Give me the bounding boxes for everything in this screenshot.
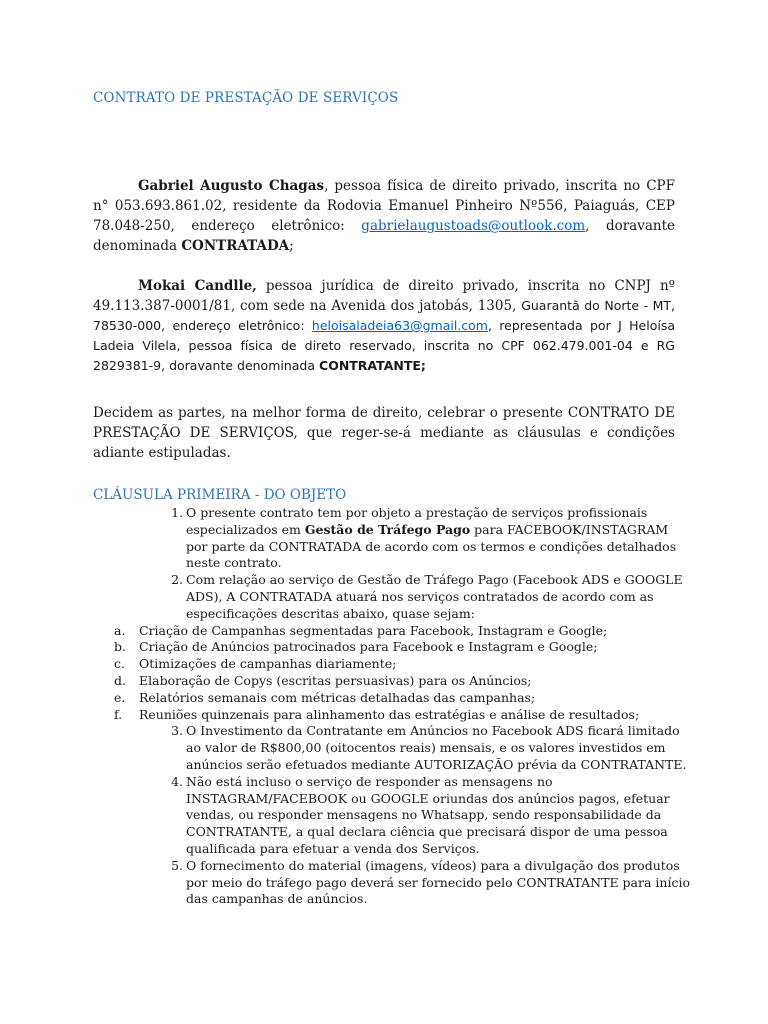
sub-list-item-text: Criação de Campanhas segmentadas para Facebook, Instagram e Google; — [139, 622, 608, 638]
sub-list-item-letter: c. — [114, 656, 125, 672]
contratante-role: CONTRATANTE; — [319, 358, 426, 373]
list-item-text: para FACEBOOK/INSTAGRAM por parte da CONTRATADA de acordo com os termos e condições detalhados neste contrato. — [186, 521, 677, 571]
sub-list-item — [93, 673, 693, 690]
document-title: CONTRATO DE PRESTAÇÃO DE SERVIÇOS — [93, 90, 399, 106]
contratante-paragraph — [93, 276, 675, 376]
list-item-text: O fornecimento do material (imagens, vídeos) para a divulgação dos produtos por meio do tráfego pago deverá ser fornecido pelo CONTRATANTE para início das campanhas de anúncios. — [186, 857, 690, 907]
sub-list-item — [93, 690, 693, 707]
list-item-text: O Investimento da Contratante em Anúncios no Facebook ADS ficará limitado ao valor de R$800,00 (oitocentos reais) mensais, e os valores investidos em anúncios serão efetuados mediante AUTORIZAÇÃO prévia da CONTRATANTE. — [186, 723, 687, 772]
sub-list-item-letter: e. — [114, 689, 126, 705]
contratada-email-link[interactable]: gabrielaugustoads@outlook.com — [361, 218, 586, 234]
sub-list-item-letter: a. — [114, 622, 126, 638]
list-item-text: Com relação ao serviço de Gestão de Tráfego Pago (Facebook ADS e GOOGLE ADS), A CONTRATADA atuará nos serviços contratados de acordo com as especificações descritas abaixo, quase sejam: — [186, 572, 683, 621]
sub-list-item-text: Criação de Anúncios patrocinados para Facebook e Instagram e Google; — [139, 639, 598, 655]
list-item-number: 2. — [171, 572, 183, 588]
list-item-number: 1. — [171, 505, 183, 520]
sub-list-item — [93, 656, 693, 673]
sub-list-item — [93, 707, 693, 724]
section-title: CLÁUSULA PRIMEIRA - DO OBJETO — [93, 487, 347, 503]
list-item-number: 5. — [171, 857, 183, 873]
sub-list-item-text: Reuniões quinzenais para alinhamento das estratégias e análise de resultados; — [139, 706, 640, 722]
sub-list-item — [93, 639, 693, 656]
contratada-role: CONTRATADA — [181, 238, 290, 254]
contratante-text-sans: Guarantã do Norte - MT, 78530-000, endereço eletrônico: — [93, 298, 675, 333]
list-item-number: 3. — [171, 723, 183, 739]
contratada-name: Gabriel Augusto Chagas — [138, 178, 325, 194]
contratada-paragraph — [93, 176, 675, 256]
contratante-text-2: , representada por J Heloísa Ladeia Vilela, pessoa física de direto reservado, inscrita no CPF 062.479.001-04 e RG 2829381-9, doravante denominada — [93, 318, 675, 373]
list-item-bold: Gestão de Tráfego Pago — [304, 521, 471, 537]
contratante-name: Mokai Candlle, — [138, 278, 257, 294]
sub-list-item-letter: f. — [114, 706, 123, 722]
list-item-number: 4. — [171, 773, 183, 789]
list-item — [93, 505, 693, 572]
contratante-email-link[interactable]: heloisaladeia63@gmail.com — [311, 318, 488, 333]
sub-list-item-text: Elaboração de Copys (escritas persuasivas) para os Anúncios; — [139, 672, 532, 688]
sub-list-item — [93, 623, 693, 640]
decidem-paragraph: Decidem as partes, na melhor forma de direito, celebrar o presente CONTRATO DE PRESTAÇÃO DE SERVIÇOS, que reger-se-á mediante as cláusulas e condições adiante estipuladas. — [93, 405, 675, 461]
contratada-text-2: , doravante denominada — [93, 218, 675, 254]
list-item — [93, 723, 693, 773]
list-item-text: O presente contrato tem por objeto a prestação de serviços profissionais especializados em — [186, 505, 648, 537]
list-item-text: Não está incluso o serviço de responder as mensagens no INSTAGRAM/FACEBOOK ou GOOGLE oriundas dos anúncios pagos, efetuar vendas, ou responder mensagens no Whatsapp, sendo responsabilidade da CONTRATANTE, a qual declara ciência que precisará dispor de uma pessoa qualificada para efetuar a venda dos Serviços. — [186, 773, 670, 856]
contratada-text-1: , pessoa física de direito privado, inscrita no CPF n° 053.693.861.02, residente da Rodovia Emanuel Pinheiro Nº556, Paiaguás, CEP 78.048-250, endereço eletrônico: — [93, 178, 675, 234]
list-item — [93, 858, 693, 908]
contratada-end: ; — [289, 238, 294, 254]
sub-list-item-text: Relatórios semanais com métricas detalhadas das campanhas; — [139, 689, 536, 705]
list-item — [93, 572, 693, 622]
list-item — [93, 774, 693, 858]
sub-list-item-letter: d. — [114, 672, 126, 688]
sub-list-item-letter: b. — [114, 639, 126, 655]
sub-list-item-text: Otimizações de campanhas diariamente; — [139, 656, 397, 672]
clause-list — [93, 505, 693, 908]
contratante-text-1: pessoa jurídica de direito privado, inscrita no CNPJ nº 49.113.387-0001/81, com sede na Avenida dos jatobás, 1305, — [93, 278, 675, 314]
